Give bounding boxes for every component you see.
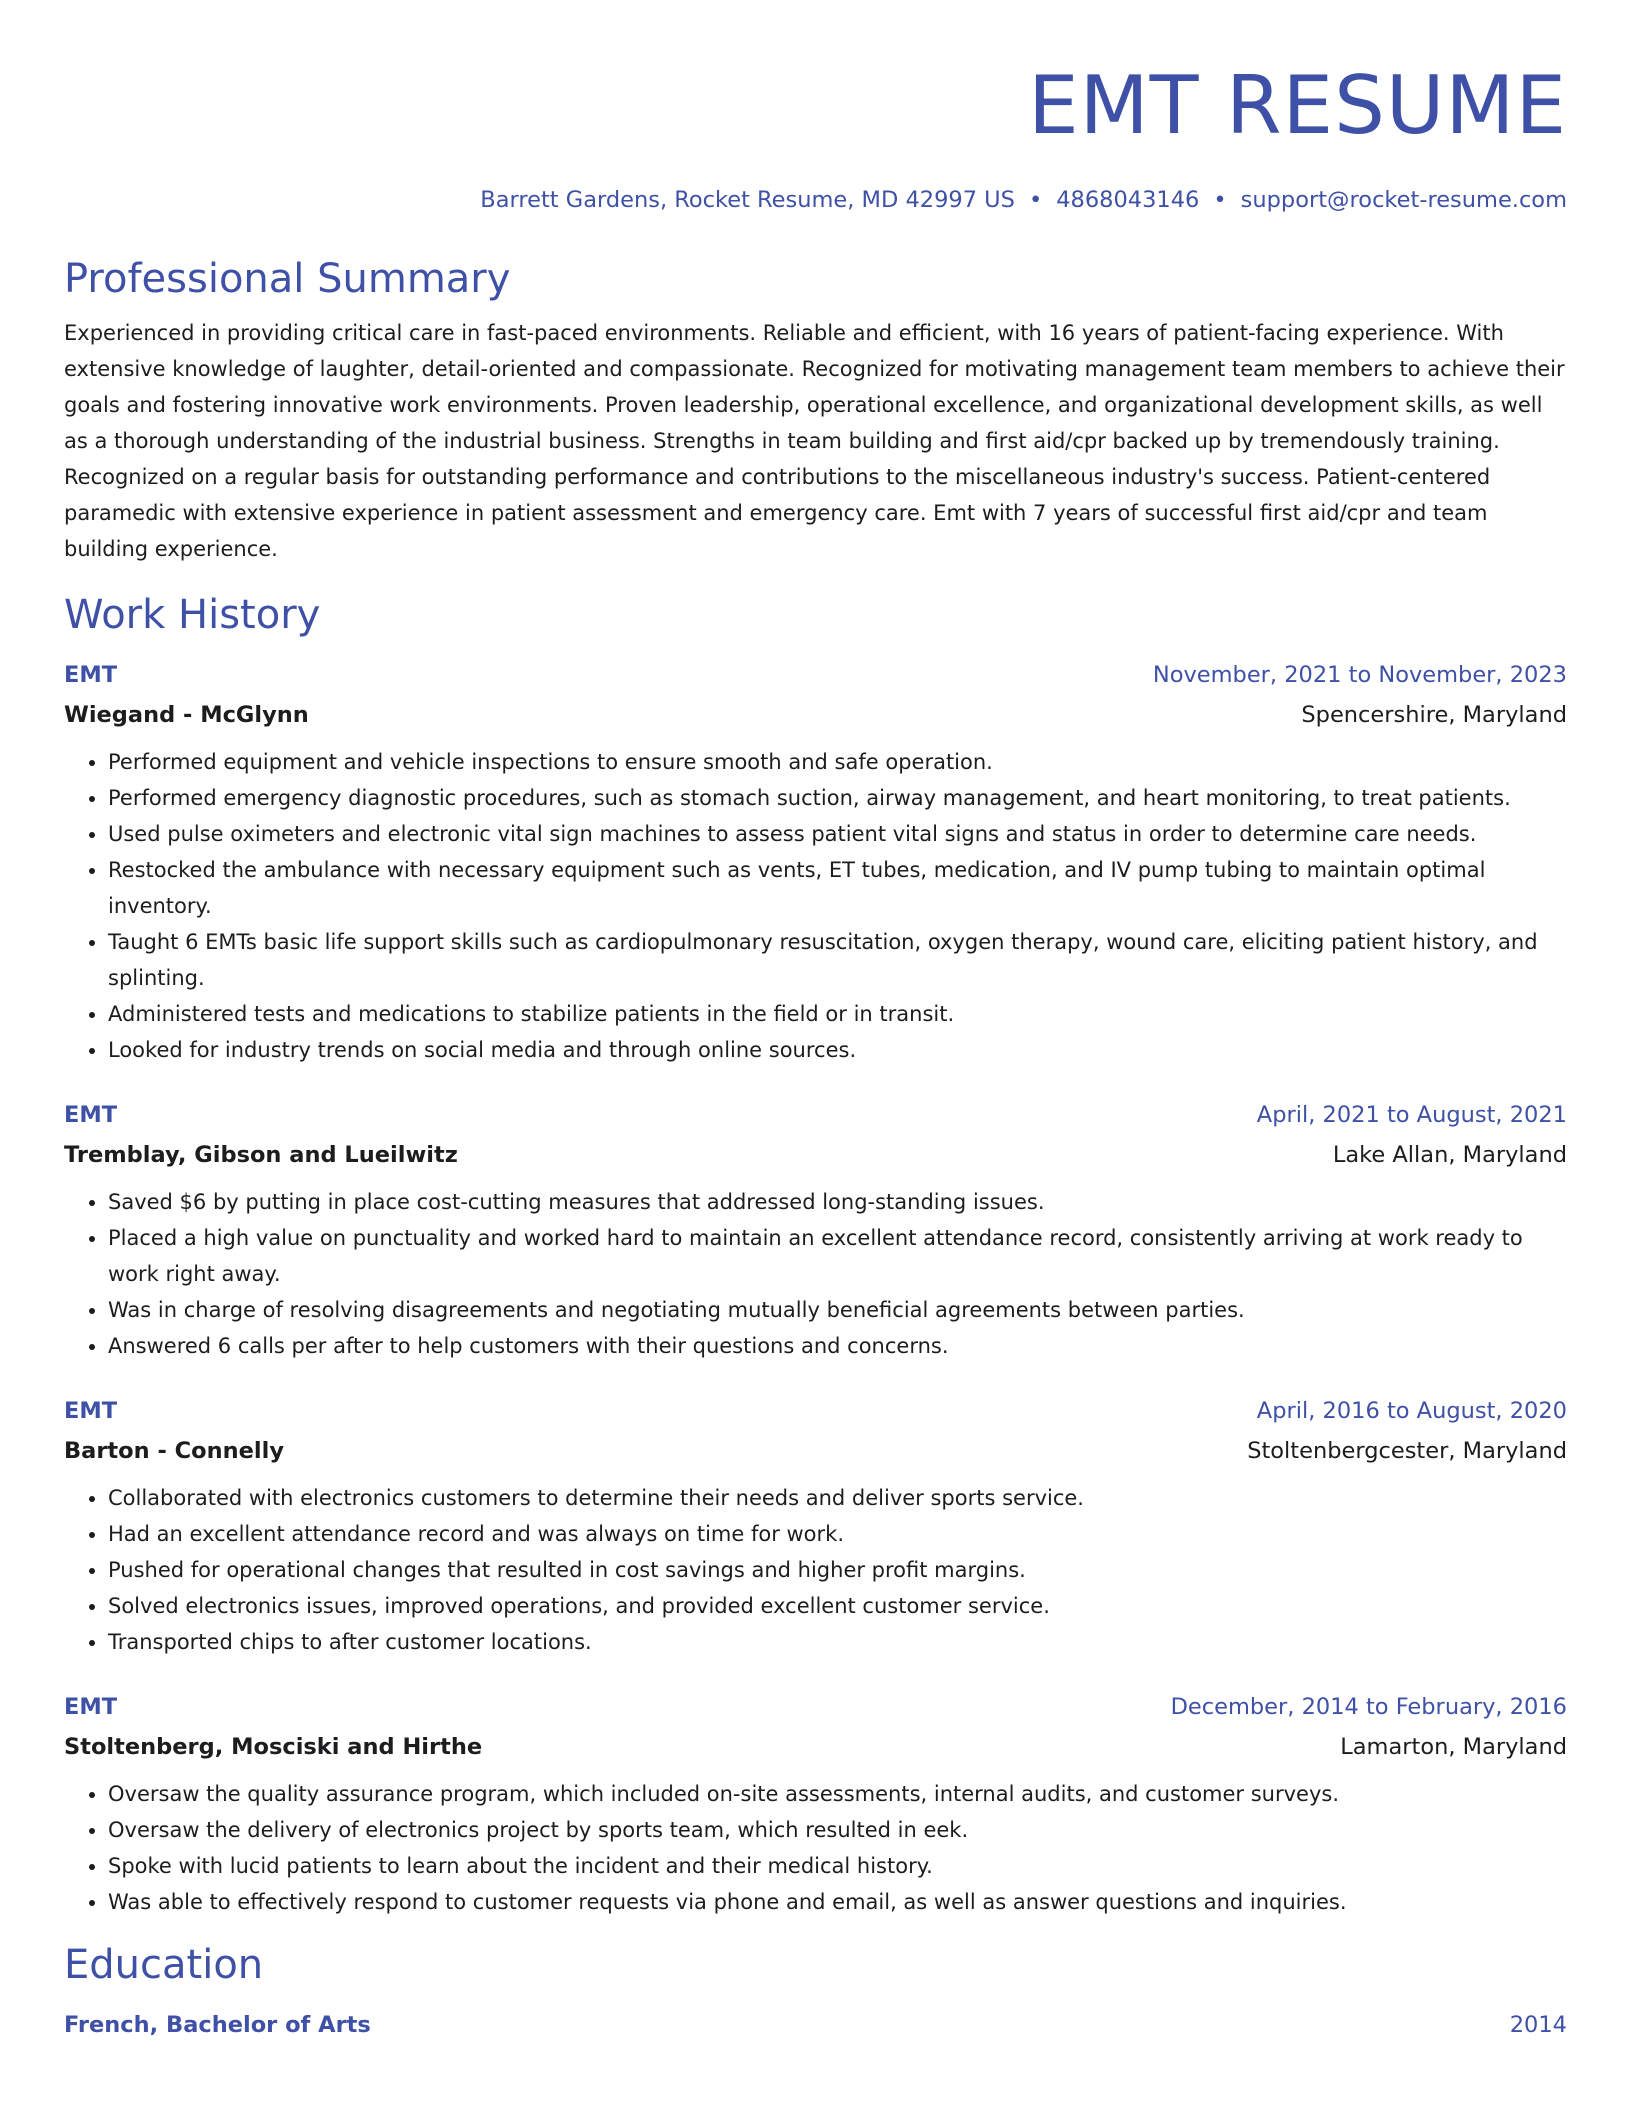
contact-line (64, 187, 1567, 214)
resume-page (64, 0, 1567, 2045)
job-bullet: • Solved electronics issues, improved operations, and provided excellent customer service. (108, 1588, 1567, 1624)
job-location: Stoltenbergcester, Maryland (1247, 1438, 1567, 1464)
job-bullet: • Performed equipment and vehicle inspections to ensure smooth and safe operation. (108, 744, 1567, 780)
summary-text: Experienced in providing critical care in fast-paced environments. Reliable and efficient, with 16 years of patient-facing experience. With extensive knowledge of laughter, detail-oriented and compassionate. Recognized for motivating management team members to achieve their goals and fostering innovative work environments. Proven leadership, operational excellence, and organizational development skills, as well as a thorough understanding of the industrial business. Strengths in team building and first aid/cpr backed up by tremendously training. Recognized on a regular basis for outstanding performance and contributions to the miscellaneous industry's success. Patient-centered paramedic with extensive experience in patient assessment and emergency care. Emt with 7 years of successful first aid/cpr and team building experience. (64, 321, 1565, 561)
job-entry (64, 655, 1567, 1068)
job-bullet: • Pushed for operational changes that resulted in cost savings and higher profit margins. (108, 1552, 1567, 1588)
job-bullet: • Performed emergency diagnostic procedures, such as stomach suction, airway management, and heart monitoring, to treat patients. (108, 780, 1567, 816)
contact-separator: • (1028, 187, 1043, 213)
job-entry (64, 1391, 1567, 1660)
job-bullet: • Answered 6 calls per after to help customers with their questions and concerns. (108, 1328, 1567, 1364)
job-title: EMT (64, 1398, 118, 1424)
job-header-row (64, 1687, 1567, 1727)
job-location: Lake Allan, Maryland (1332, 1142, 1567, 1168)
job-bullet: • Oversaw the delivery of electronics project by sports team, which resulted in eek. (108, 1812, 1567, 1848)
job-bullet: • Oversaw the quality assurance program, which included on-site assessments, internal audits, and customer surveys. (108, 1776, 1567, 1812)
job-dates: November, 2021 to November, 2023 (1152, 662, 1567, 688)
education-degree: French, Bachelor of Arts (64, 2012, 371, 2038)
job-bullet: • Looked for industry trends on social media and through online sources. (108, 1032, 1567, 1068)
job-company-row (64, 1135, 1567, 1175)
job-bullet: • Transported chips to after customer locations. (108, 1624, 1567, 1660)
job-title: EMT (64, 1102, 118, 1128)
job-bullets (64, 1184, 1567, 1364)
job-entry (64, 1687, 1567, 1920)
job-bullet: • Restocked the ambulance with necessary equipment such as vents, ET tubes, medication, and IV pump tubing to maintain optimal inventory. (108, 852, 1567, 924)
job-bullets (64, 1776, 1567, 1920)
resume-title: EMT RESUME (1028, 59, 1567, 152)
job-bullet: • Taught 6 EMTs basic life support skills such as cardiopulmonary resuscitation, oxygen therapy, wound care, eliciting patient history, and splinting. (108, 924, 1567, 996)
job-header-row (64, 1391, 1567, 1431)
job-company-row (64, 1431, 1567, 1471)
job-header-row (64, 655, 1567, 695)
contact-phone: 4868043146 (1056, 187, 1200, 213)
job-company: Barton - Connelly (64, 1438, 285, 1464)
job-title: EMT (64, 662, 118, 688)
job-location: Spencershire, Maryland (1301, 702, 1567, 728)
job-dates: December, 2014 to February, 2016 (1170, 1694, 1567, 1720)
job-bullet: • Collaborated with electronics customers to determine their needs and deliver sports service. (108, 1480, 1567, 1516)
job-bullet: • Placed a high value on punctuality and worked hard to maintain an excellent attendance record, consistently arriving at work ready to work right away. (108, 1220, 1567, 1292)
work-history-heading: Work History (64, 592, 321, 638)
job-bullet: • Administered tests and medications to stabilize patients in the field or in transit. (108, 996, 1567, 1032)
education-entry (64, 2005, 1567, 2045)
job-dates: April, 2016 to August, 2020 (1256, 1398, 1567, 1424)
job-company-row (64, 695, 1567, 735)
job-bullet: • Saved $6 by putting in place cost-cutting measures that addressed long-standing issues. (108, 1184, 1567, 1220)
job-location: Lamarton, Maryland (1340, 1734, 1567, 1760)
contact-separator: • (1213, 187, 1227, 213)
job-bullet: • Had an excellent attendance record and was always on time for work. (108, 1516, 1567, 1552)
job-bullet: • Used pulse oximeters and electronic vital sign machines to assess patient vital signs and status in order to determine care needs. (108, 816, 1567, 852)
job-title: EMT (64, 1694, 118, 1720)
education-year: 2014 (1509, 2012, 1567, 2038)
job-entry (64, 1095, 1567, 1364)
job-company-row (64, 1727, 1567, 1767)
contact-email[interactable]: support@rocket-resume.com (1240, 187, 1567, 213)
job-bullet: • Was in charge of resolving disagreements and negotiating mutually beneficial agreements between parties. (108, 1292, 1567, 1328)
job-bullet: • Was able to effectively respond to customer requests via phone and email, as well as answer questions and inquiries. (108, 1884, 1567, 1920)
job-company: Wiegand - McGlynn (64, 702, 309, 728)
summary-heading: Professional Summary (64, 256, 511, 302)
job-bullets (64, 1480, 1567, 1660)
education-heading: Education (64, 1942, 264, 1988)
contact-address: Barrett Gardens, Rocket Resume, MD 42997 US (480, 187, 1015, 213)
job-company: Tremblay, Gibson and Lueilwitz (64, 1142, 458, 1168)
job-header-row (64, 1095, 1567, 1135)
job-dates: April, 2021 to August, 2021 (1256, 1102, 1567, 1128)
job-bullets (64, 744, 1567, 1068)
job-company: Stoltenberg, Mosciski and Hirthe (64, 1734, 483, 1760)
job-bullet: • Spoke with lucid patients to learn about the incident and their medical history. (108, 1848, 1567, 1884)
